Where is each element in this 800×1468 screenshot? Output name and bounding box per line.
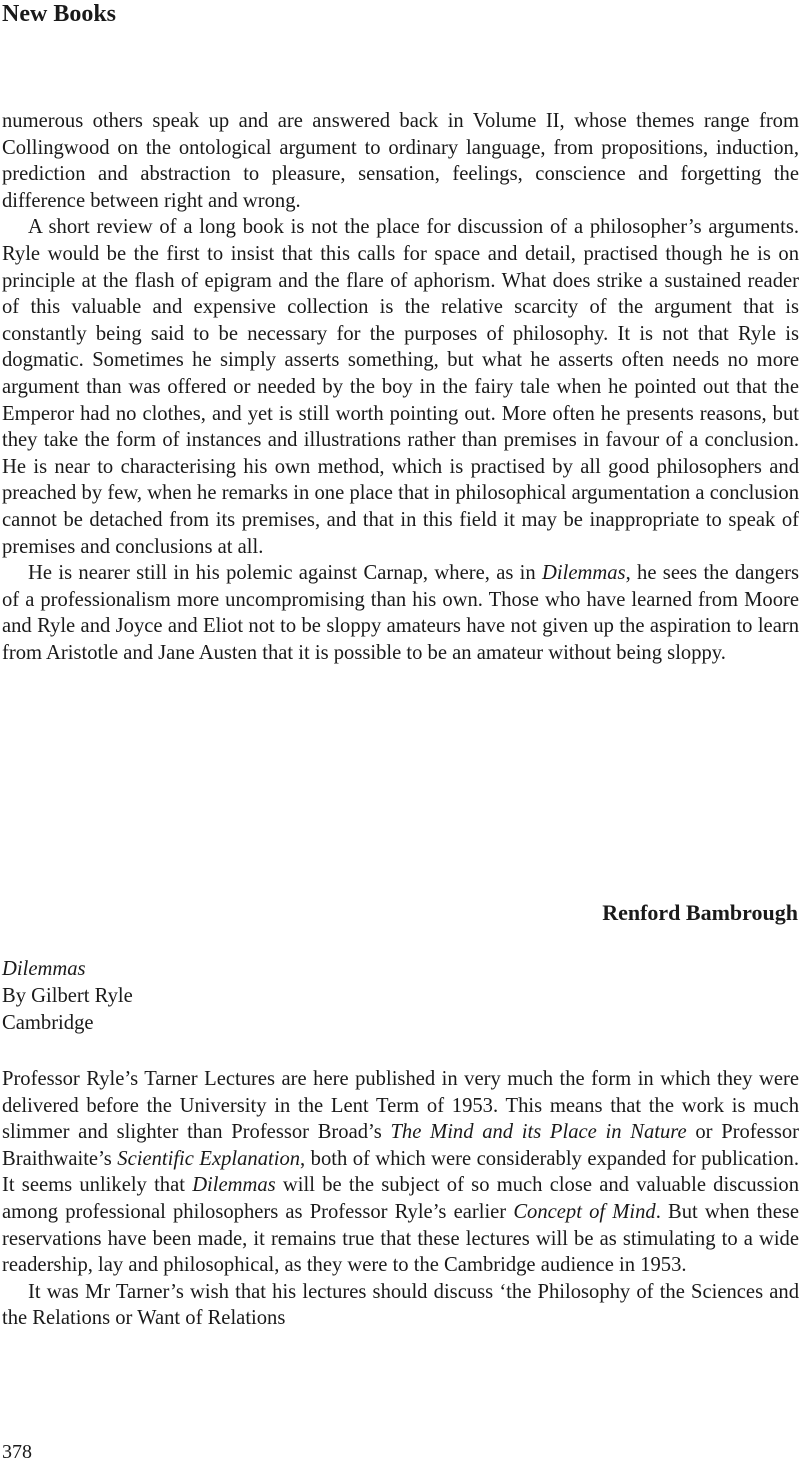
review-two-paragraph-2: It was Mr Tarner’s wish that his lectures should discuss ‘the Philosophy of the Sciences and the Relations or Want of Relations [2, 1280, 799, 1330]
text-run: . But when these reservations have been made, it remains true that these lectures will be as stimulating to a wide readership, lay and philosophical, as they were to the Cambridge audience in 1953. [2, 1200, 799, 1277]
review-one-paragraph-1: numerous others speak up and are answered back in Volume II, whose themes range from Collingwood on the ontological argument to ordinary language, from propositions, induction, prediction and abstraction to pleasure, sensation, feelings, conscience and forgetting the difference between right and wrong. [2, 110, 799, 212]
review-two-body [2, 1066, 799, 1332]
book-author: By Gilbert Ryle [2, 985, 133, 1007]
text-run: , he sees the dangers of a professionalism more uncompromising than his own. Those who have learned from Moore and Ryle and Joyce and Eliot not to be sloppy amateurs have not given up the aspiration to learn from Aristotle and Jane Austen that it is possible to be an amateur without being sloppy. [2, 562, 799, 664]
review-two-paragraph-1 [2, 1066, 799, 1279]
text-run: He is nearer still in his polemic against Carnap, where, as in [28, 562, 543, 585]
text-run: will be the subject of so much close and valuable discussion among professional philosophers as Professor Ryle’s earlier [2, 1174, 799, 1223]
book-title: Dilemmas [2, 958, 86, 980]
book-publisher: Cambridge [2, 1012, 94, 1034]
book-title-italic: Dilemmas [542, 562, 626, 585]
running-head: New Books [2, 1, 117, 27]
review-one-body [2, 108, 799, 666]
text-run: or Professor Braithwaite’s [2, 1121, 799, 1170]
book-citation [2, 956, 133, 1037]
book-title-italic: Concept of Mind [513, 1200, 656, 1223]
text-run: , both of which were considerably expanded for publication. It seems unlikely that [2, 1147, 799, 1197]
review-one-paragraph-2: A short review of a long book is not the place for discussion of a philosopher’s arguments. Ryle would be the first to insist that this calls for space and detail, practised though he is on principle at the flash of epigram and the flare of aphorism. What does strike a sustained reader of this valuable and expensive collection is the relative scarcity of the argument that is constantly being said to be necessary for the purposes of philosophy. It is not that Ryle is dogmatic. Sometimes he simply asserts something, but what he asserts often needs no more argument than was offered or needed by the boy in the fairy tale when he pointed out that the Emperor had no clothes, and yet is still worth pointing out. More often he presents reasons, but they take the form of instances and illustrations rather than premises in favour of a conclusion. He is near to characterising his own method, which is practised by all good philosophers and preached by few, when he remarks in one place that in philosophical argumentation a conclusion cannot be detached from its premises, and that in this field it may be inappropriate to speak of premises and conclusions at all. [2, 216, 799, 558]
book-title-italic: The Mind and its Place in Nature [390, 1121, 687, 1144]
book-title-italic: Dilemmas [192, 1174, 276, 1197]
reviewer-signature: Renford Bambrough [602, 900, 798, 925]
book-title-italic: Scientific Explanation [117, 1147, 301, 1170]
review-one-paragraph-3 [2, 560, 799, 666]
text-run: Professor Ryle’s Tarner Lectures are here published in very much the form in which they were delivered before the University in the Lent Term of 1953. This means that the work is much slimmer and slighter than Professor Broad’s [2, 1068, 799, 1144]
page-number: 378 [2, 1441, 32, 1463]
